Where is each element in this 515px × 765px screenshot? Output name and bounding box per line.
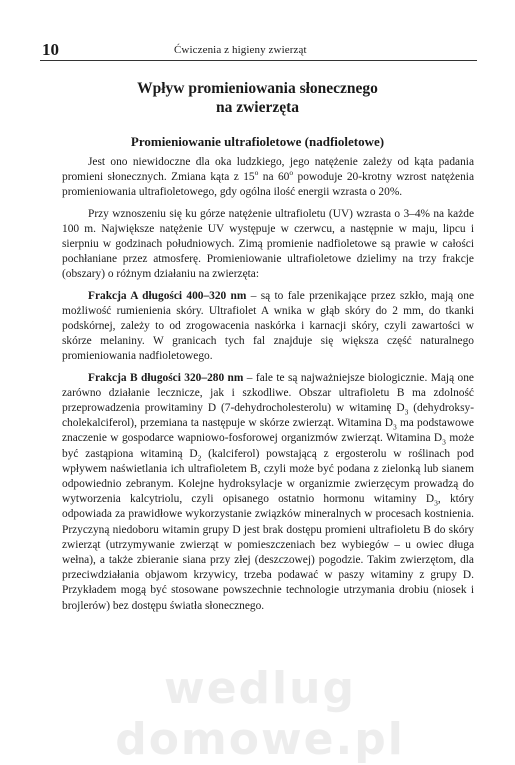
- paragraph-1: [62, 155, 474, 201]
- paragraph-1-text-c: powoduje 20-krotny wzrost natężenia promieniowania ultrafioletowego, gdy ogólna ilość energii wzrasta o 20%.: [62, 171, 474, 199]
- running-head: Ćwiczenia z higieny zwierząt: [174, 44, 307, 56]
- paragraph-4-text: może być zastąpiona witaminą D: [62, 432, 474, 460]
- paragraph-3-text: – są to fale przenikające przez szkło, mają one możliwość rumienienia skóry. Ultrafiolet A wnika w głąb skóry do 2 mm, do tkanki podskórnej, zależy to od zrogowacenia naskórka i karnacji skóry, czyli zawartości w skórze melaniny. W granicach tych fal znajduje się większa część naturalnego promieniowania nadfioletowego.: [62, 289, 475, 363]
- page-number: 10: [42, 40, 59, 59]
- paragraph-1-text-b: na 60: [258, 171, 290, 184]
- section-heading: Promieniowanie ultrafioletowe (nadfioletowe): [130, 134, 385, 149]
- paragraph-4-text: – fale te są najważniejsze biologicznie. Mają one zarówno działanie lecznicze, jak i szkodliwe. Obszar ultrafioletu B ma zdolność przeprowadzenia prowitaminy D (7-dehydrocholesterolu) w witaminę D: [62, 371, 474, 415]
- subscript: 2: [197, 452, 202, 462]
- paragraph-3: [62, 289, 474, 365]
- degree-superscript: o: [289, 168, 294, 178]
- subscript: 3: [404, 407, 409, 417]
- watermark: wedlug domowe.pl: [115, 663, 405, 765]
- chapter-title-line-2: na zwierzęta: [215, 99, 300, 116]
- chapter-title: [0, 79, 515, 117]
- subscript: 3: [393, 422, 397, 432]
- paragraph-4-text: (dehydroksy-cholekalciferol), przemiana ta następuje w skórze zwierząt. Witamina D: [62, 402, 474, 430]
- subscript: 3: [442, 437, 446, 447]
- paragraph-2: Przy wznoszeniu się ku górze natężenie ultrafioletu (UV) wzrasta o 3–4% na każde 100 m. Największe natężenie UV występuje w czerwcu, a następnie w maju, lipcu i sierpniu w godzinach południowych. Zimą promienie nadfioletowe są prawie w całości pochłaniane przez atmosferę. Promieniowanie ultrafioletowe dzielimy na trzy frakcje (obszary) o różnym działaniu na zwierzęta:: [62, 207, 474, 281]
- paragraph-4-text: ma podstawowe znaczenie w gospodarce wapniowo-fosforowej organizmów zwierząt. Witamina D: [62, 417, 474, 445]
- body-text: [62, 155, 474, 614]
- paragraph-1-text-a: Jest ono niewidoczne dla oka ludzkiego, jego natężenie zależy od kąta padania promieni słonecznych. Zmiana kąta z 15: [62, 156, 474, 184]
- degree-superscript: o: [254, 168, 259, 178]
- fraction-a-heading: Frakcja A długości 400–320 nm: [88, 289, 247, 302]
- page-header: [0, 0, 515, 70]
- header-rule: [40, 60, 477, 61]
- paragraph-4-text: , który odpowiada za prawidłowe wykorzystanie związków mineralnych w procesach kostnienia. Przyczyną niedoboru witamin grupy D jest brak dostępu promieni ultrafioletu B do skóry zwierząt (utrzymywanie zwierząt w pomieszczeniach bez wybiegów – u owiec długa wełna), a także zbieranie siana przy złej (deszczowej) pogodzie. Takim zwierzętom, dla przeciwdziałania objawom krzywicy, trzeba podawać w paszy witaminy z grupy D. Przykładem mogą być stosowane powszechnie technologie utrzymania drobiu (niosek i brojlerów) bez dostępu światła słonecznego.: [62, 493, 474, 612]
- fraction-b-heading: Frakcja B długości 320–280 nm: [88, 371, 244, 384]
- paragraph-4-text: (kalciferol) powstającą z ergosterolu w roślinach pod wpływem naświetlania ich ultrafioletem B, czyli może być podana z zielonką lub sianem odpowiednio zebranym. Kolejne hydroksylacje w organizmie zwierzęcym prowadzą do wytworzenia kalcytriolu, czyli opisanego ostatnio hormonu witaminy D: [62, 447, 474, 506]
- subscript: 3: [434, 498, 438, 508]
- paragraph-4: [62, 371, 474, 614]
- chapter-title-line-1: Wpływ promieniowania słonecznego: [137, 80, 378, 97]
